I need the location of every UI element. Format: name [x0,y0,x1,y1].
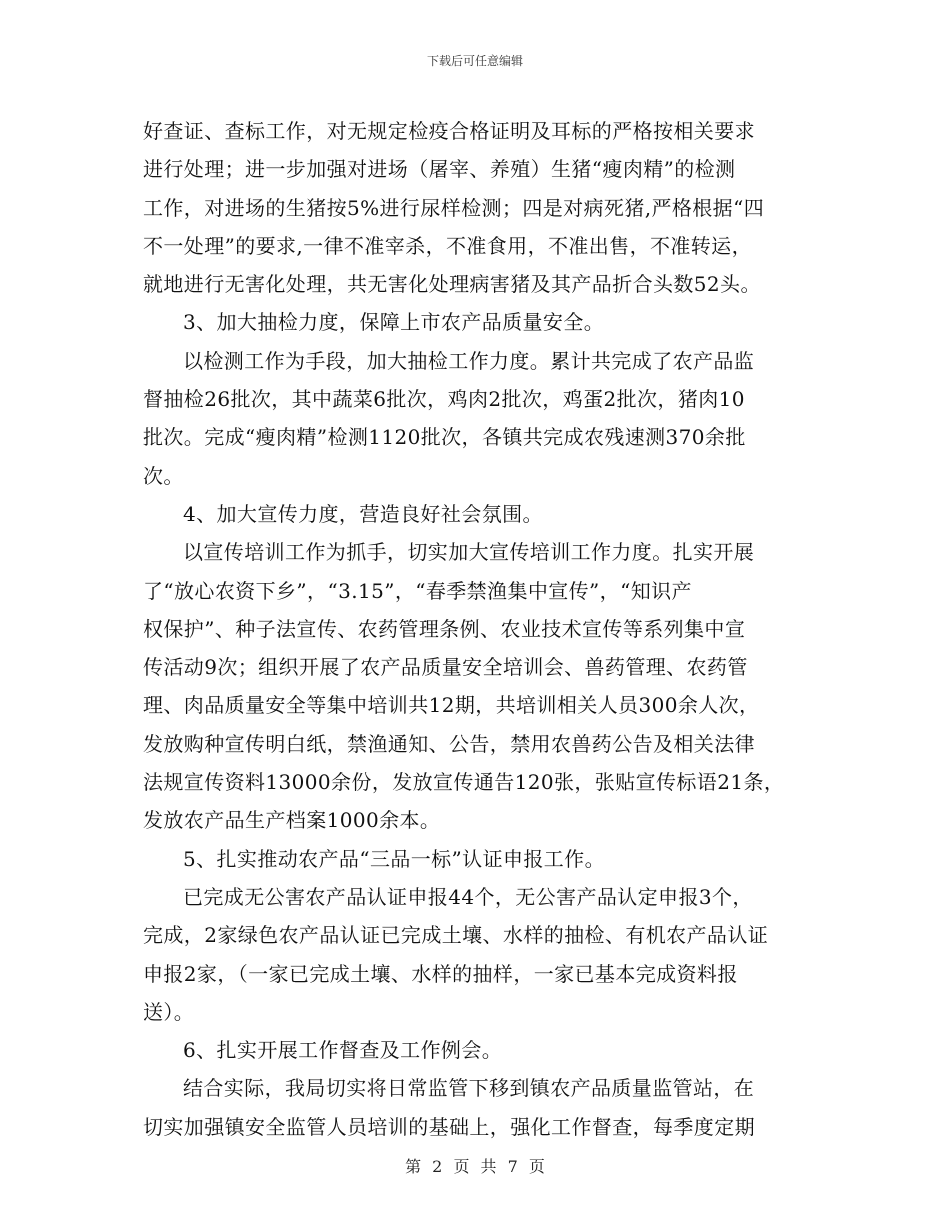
body-line: 理、肉品质量安全等集中培训共12期，共培训相关人员300余人次， [143,693,760,718]
body-line: 发放购种宣传明白纸，禁渔通知、公告，禁用农兽药公告及相关法律 [143,731,755,756]
body-line: 以检测工作为手段，加大抽检工作力度。累计共完成了农产品监 [183,348,755,373]
body-line: 送）。 [143,999,195,1024]
body-line: 完成，2家绿色农产品认证已完成土壤、水样的抽检、有机农产品认证 [143,923,769,948]
page-number: 第 2 页 共 7 页 [405,1157,545,1176]
body-line: 工作，对进场的生猪按5%进行尿样检测；四是对病死猪,严格根据“四 [143,195,765,220]
body-line: 发放农产品生产档案1000余本。 [143,808,441,833]
body-line: 权保护”、种子法宣传、农药管理条例、农业技术宣传等系列集中宣 [143,616,746,641]
body-line: 督抽检26批次，其中蔬菜6批次，鸡肉2批次，鸡蛋2批次，猪肉10 [143,387,745,412]
section-heading: 6、扎实开展工作督查及工作例会。 [183,1038,503,1063]
body-line: 切实加强镇安全监管人员培训的基础上，强化工作督查，每季度定期 [143,1114,755,1139]
body-line: 次。 [143,463,184,488]
body-line: 法规宣传资料13000余份，发放宣传通告120张，张贴宣传标语21条， [143,770,785,795]
body-line: 申报2家，（一家已完成土壤、水样的抽样，一家已基本完成资料报 [143,961,738,986]
body-line: 以宣传培训工作为抓手，切实加大宣传培训工作力度。扎实开展 [183,540,755,565]
body-line: 就地进行无害化处理，共无害化处理病害猪及其产品折合头数52头。 [143,272,761,297]
section-heading: 5、扎实推动农产品“三品一标”认证申报工作。 [183,846,605,871]
body-line: 结合实际，我局切实将日常监管下移到镇农产品质量监管站，在 [183,1076,755,1101]
document-body [143,112,823,1146]
body-line: 进行处理；进一步加强对进场（屠宰、养殖）生猪“瘦肉精”的检测 [143,157,736,182]
body-line: 传活动9次；组织开展了农产品质量安全培训会、兽药管理、农药管 [143,655,748,680]
body-line: 不一处理”的要求,一律不准宰杀，不准食用，不准出售，不准转运， [143,233,752,258]
body-line: 好查证、查标工作，对无规定检疫合格证明及耳标的严格按相关要求 [143,119,755,143]
body-line: 已完成无公害农产品认证申报44个，无公害产品认定申报3个， [183,884,753,909]
section-heading: 4、加大宣传力度，营造良好社会氛围。 [183,501,543,526]
page-header: 下载后可任意编辑 [426,54,523,68]
section-heading: 3、加大抽检力度，保障上市农产品质量安全。 [183,310,605,335]
body-line: 了“放心农资下乡”，“3.15”，“春季禁渔集中宣传”，“知识产 [143,578,692,603]
body-line: 批次。完成“瘦肉精”检测1120批次，各镇共完成农残速测370余批 [143,425,746,450]
